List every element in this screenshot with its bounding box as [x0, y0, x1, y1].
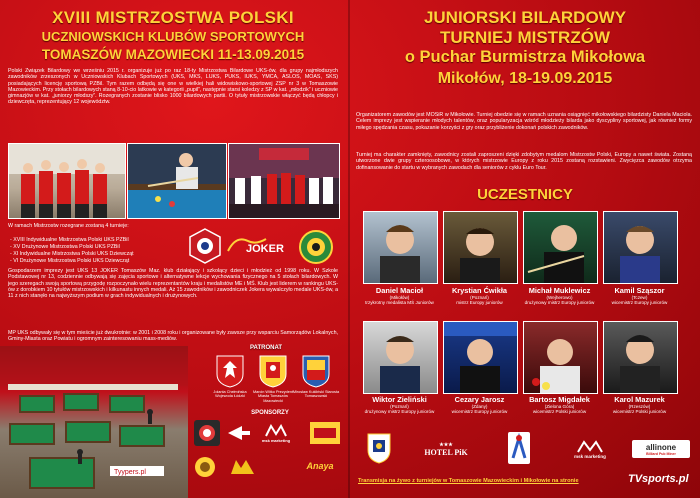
msk-logo-text: msk marketing [261, 437, 291, 443]
player-name: Michał Muklewicz [528, 286, 591, 295]
player-name: Daniel Macioł [375, 286, 424, 295]
tournament-item: - XVIII Indywidualne Mistrzostwa Polski UKS PZBil [10, 237, 129, 243]
eagle-emblem-art [215, 354, 245, 388]
joker-logo [226, 233, 292, 255]
player-portrait-icon [524, 322, 597, 393]
sponsor-round-gold-icon [194, 456, 216, 478]
player-photo-maciol [363, 211, 438, 284]
patron-caption: Jolanta Chełmińska Wojewoda Łódzki [213, 390, 247, 399]
player-desc: wicemistrz Europy juniorów [451, 409, 508, 415]
player-photo-migdalek [523, 321, 598, 394]
player-club: (Tczew) [631, 295, 648, 300]
left-page [0, 0, 348, 498]
mosir-logo-icon [508, 432, 530, 464]
organizer-text: Organizatorem zawodów jest MOSiR w Mikołowie. Turniej obedzie się w ramach uznania osiągnięć mikołowskiego bilardzisty Daniela Maciola. Celem imprezy jest wspieranie młodych talentów, oraz popularyzacja wśród młodzieży bilarda jako dyscypliny sportowej, jak również formy miłego spędzania czasu, pokazanie korzyści z gry oraz przybliżenie dokonań polskich zawodników. [356, 112, 692, 131]
player-label [521, 395, 598, 414]
shop-logo-art [310, 422, 340, 444]
round-gold-art [194, 456, 216, 478]
billiard-player-photo [127, 143, 227, 219]
right-title-4: Mikołów, 18-19.09.2015 [437, 70, 613, 87]
player-club: (Wejherowo) [546, 295, 573, 300]
player-desc: mistrz Europy juniorów [456, 300, 503, 306]
player-label [361, 286, 438, 305]
hotel-pik-logo [420, 440, 472, 458]
fox-logo-art [228, 456, 258, 478]
team-photo-art [9, 144, 125, 218]
patron-caption: Marcin Witko Prezydent Miasta Tomaszów Mazowiecki [252, 390, 294, 403]
team-photo [8, 143, 126, 219]
player-name: Kamil Sząszor [614, 286, 665, 295]
player-photo-szaszor [603, 211, 678, 284]
tvsports-link[interactable]: TVsports.pl [628, 473, 689, 485]
msk-logo-art [576, 440, 604, 454]
joker-logo-text: JOKER [246, 243, 284, 255]
history-text: MP UKS odbywały się w tym mieście już dwukrotnie: w 2001 i 2008 roku i organizowane były zawsze przy wsparciu Samorządów Lokalnych, Gminy-Miasta oraz Powiatu i ogromnym zainteresowaniu mass-mediów. [8, 330, 338, 343]
sponsor-anaya-logo: Anaya [306, 461, 334, 471]
player-portrait-icon [364, 212, 437, 283]
player-portrait-icon [444, 212, 517, 283]
sponsor-msk-marketing-logo [258, 420, 294, 446]
hall-photo-art [0, 346, 188, 498]
player-label [441, 286, 518, 305]
player-portrait-icon [604, 212, 677, 283]
player-photo-cwikla [443, 211, 518, 284]
player-photo-art [128, 144, 226, 218]
player-portrait-icon [444, 322, 517, 393]
right-title-2: TURNIEJ MISTRZÓW [440, 28, 610, 47]
patronat-label: PATRONAT [250, 345, 282, 351]
ceremony-photo [228, 143, 340, 219]
msk-logo-text: msk marketing [574, 453, 606, 459]
mikolow-crest-icon [366, 432, 392, 464]
allinone-logo-text: allinone [645, 442, 677, 452]
sponsor-logo-arrow-icon [226, 424, 252, 442]
mikolow-crest-art [366, 432, 392, 464]
player-portrait-icon [604, 322, 677, 393]
player-desc: wicemistrz Europy juniorów [611, 300, 668, 306]
tournament-item: - VI Drużynowe Mistrzostwa Polski UKS Dziewcząt [10, 258, 130, 264]
ceremony-photo-art [229, 144, 339, 218]
format-text: Turniej ma charakter zamknięty, zawodnicy zostali zaproszeni dzięki zdobytym medalom Mistrzostw Polski, Europy a nawet świata. Zostaną utworzone dwie grupy czteroosobowe, w których mistrzowie Europy z roku 2015 zostaną rozstawieni. Zwycięzca zawodów otrzyma dofinansowanie do startu w wybranych zawodach dla seniorów z cyklu Euro Tour. [356, 152, 692, 171]
sponsor-arrow-art [226, 424, 252, 442]
county-crest-art [301, 354, 331, 388]
left-intro-text: Polski Związek Bilardowy we wrześniu 2015 r. organizuje już po raz 18-ty Mistrzostwa Bilardowe UKS-ów, dla grupy najmłodszych zawodników zrzeszonych w Uczniowskich Klubach Sportowych (UKS, MKS, LUKS, PUKS, IUKS, YMCA, ASLOS, MOAS, SKS) posiadających licencję sportową PZBil. Tym razem odbędą się one w wielkiej hali widowiskowo-sportowej ZSP nr 3 w Tomaszowie Mazowieckim. Przy stołach bilardowych staną 8-10-cio latkowie w kategorii „pupil”, następnie starsi koledzy z SP w kat. „młodzik” i uczniowie gimnazjów w kat. „juniorzy młodszy”. Rozegranych zostanie blisko 1000 bilardowych partii. O tytuły mistrzowskie włączyć będą chłopcy i dziewczęta, reprezentujący 12 województw. [8, 68, 338, 106]
player-club: (Poznań) [470, 295, 489, 300]
sponsor-ar-art [194, 420, 220, 446]
sponsor-logo-ar-icon [194, 420, 220, 446]
sponsor-fox-icon [228, 456, 258, 478]
mzkb-round-logo-icon [298, 229, 334, 265]
poland-eagle-emblem-icon [215, 354, 245, 388]
left-title-1: XVIII MISTRZOSTWA POLSKI [52, 8, 294, 27]
player-club: (Zielona Góra) [544, 404, 575, 409]
player-portrait-icon [524, 212, 597, 283]
left-title-2: UCZNIOWSKICH KLUBÓW SPORTOWYCH [41, 29, 305, 44]
player-club: (Poznań) [390, 404, 409, 409]
joker-logo-art [226, 233, 292, 255]
sponsors-label: SPONSORZY [251, 410, 289, 416]
tomaszow-city-crest-icon [258, 354, 288, 388]
player-desc: wicemistrz Polski juniorów [612, 409, 667, 415]
host-club-text: Gospodarzem imprezy jest UKS 13 JOKER Tomaszów Maz. klub działający i szkolący dzieci i młodzież od 1998 roku. W Szkole Podstawowej nr 13, codziennie odbywają się zajęcia sportowe i alternatywne lekcje wychowania fizycznego na 5 stołach bilardowych. W jego szeregach swoją sportową przygodę rozpoczynało wielu reprezentantów kraju i medalistów ME i MŚ. Klub jest liderem w rankingu UKS-ów z dorobkiem 10 tytułów mistrzowskich i kilkunastu innych medali. Aż 15 zawodników i zawodniczek Jokera wywalczyło medale UKS-ów, a 11 z nich stanęło na najwyższym podium w grach indywidualnych i drużynowych. [8, 268, 339, 300]
mosir-logo-art [508, 432, 530, 464]
player-desc: trzykrotny medalista MŚ Juniorów [365, 300, 434, 306]
tournament-item: - XI Indywidualne Mistrzostwa Polski UKS Dziewcząt [10, 251, 134, 257]
right-title-1: JUNIORSKI BILARDOWY [423, 8, 627, 27]
player-photo-zielinski [363, 321, 438, 394]
player-portrait-icon [364, 322, 437, 393]
player-desc: wicemistrz Polski juniorów [532, 409, 587, 415]
player-club: (Rzeszów) [628, 404, 651, 409]
allinone-logo [632, 440, 690, 458]
participants-heading: UCZESTNICY [477, 186, 573, 203]
player-name: Cezary Jarosz [454, 395, 505, 404]
patron-caption: Mirosław Kukliński Starosta Tomaszowski [292, 390, 340, 399]
tournament-hall-photo [0, 346, 188, 498]
hall-banner-text: Tyypers.pl [114, 469, 146, 476]
left-title-3: TOMASZÓW MAZOWIECKI 11-13.09.2015 [41, 47, 305, 62]
tournament-item: - XV Drużynowe Mistrzostwa Polski UKS PZBil [10, 244, 120, 250]
player-desc: drużynowy mistrz Europy juniorów [524, 300, 595, 306]
player-name: Karol Mazurek [614, 395, 665, 404]
player-label [361, 395, 438, 414]
hotel-stars-icon: ★★★ [439, 441, 453, 448]
allinone-logo-sub: Billiard Pub Miner [646, 451, 676, 456]
player-name: Krystian Ćwikła [451, 286, 508, 295]
player-club: (Zdany) [471, 404, 488, 409]
player-desc: drużynowy mistrz Europy juniorów [364, 409, 435, 415]
sponsor-shop-logo-icon [310, 422, 340, 444]
msk-logo-art [264, 424, 288, 438]
pzbil-emblem-icon [188, 227, 222, 265]
player-label [441, 395, 518, 414]
city-crest-art [258, 354, 288, 388]
player-name: Wiktor Zieliński [372, 395, 427, 404]
player-photo-mazurek [603, 321, 678, 394]
hotel-pik-text: HOTEL PiK [424, 447, 468, 457]
player-photo-muklewicz [523, 211, 598, 284]
right-msk-marketing-logo [568, 436, 612, 462]
transmission-text: Transmisja na żywo z turniejów w Tomaszowie Mazowieckim i Mikołowie na stronie [358, 478, 579, 484]
pzbil-emblem-art [188, 227, 222, 265]
player-name: Bartosz Migdałek [529, 395, 590, 404]
player-label [601, 395, 678, 414]
right-title-3: o Puchar Burmistrza Mikołowa [404, 48, 646, 66]
player-club: (Mikołów) [389, 295, 410, 300]
county-crest-icon [301, 354, 331, 388]
player-label [521, 286, 598, 305]
round-logo-art [298, 229, 334, 265]
tournament-list-header: W ramach Mistrzostw rozegrane zostaną 4 turnieje: [8, 223, 129, 229]
player-label [601, 286, 678, 305]
player-photo-jarosz [443, 321, 518, 394]
